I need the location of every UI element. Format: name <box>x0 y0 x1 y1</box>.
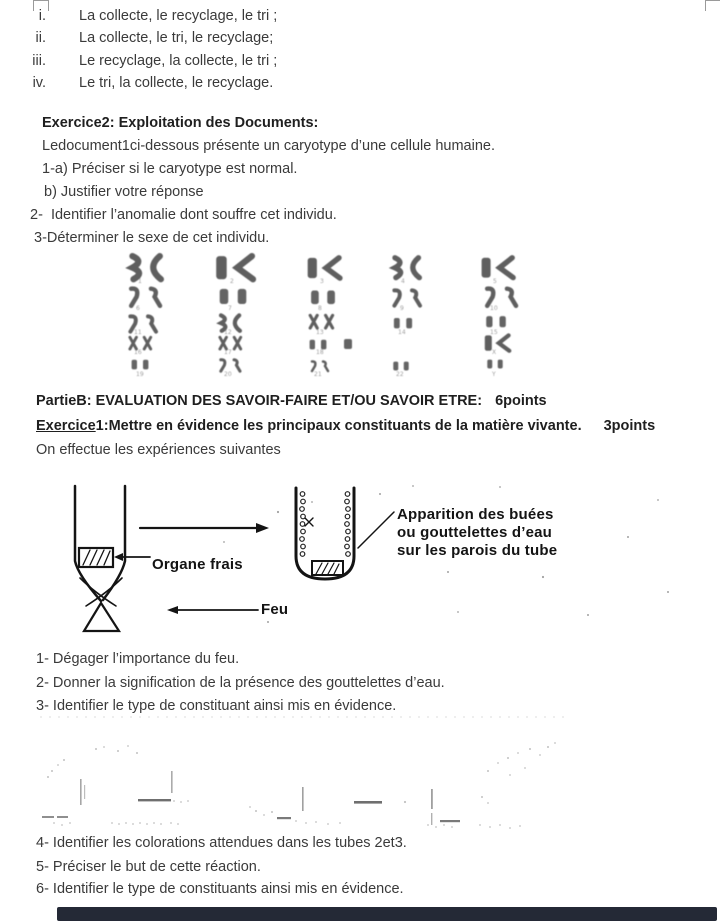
experiment-figure <box>28 482 692 637</box>
faint-specks <box>47 742 556 829</box>
question-1: 1- Dégager l’importance du feu. <box>36 651 240 667</box>
svg-text:14: 14 <box>398 329 406 336</box>
left-tube-wall <box>75 486 101 601</box>
svg-text:8: 8 <box>318 305 322 312</box>
exercice1-points: 3points <box>603 418 656 434</box>
svg-text:9: 9 <box>400 305 404 312</box>
svg-text:21: 21 <box>314 371 322 378</box>
top-right-corner-mark <box>705 0 720 11</box>
svg-text:3: 3 <box>320 278 324 285</box>
x-mark-icon <box>305 518 313 526</box>
list-item-iii <box>26 52 277 71</box>
svg-text:10: 10 <box>490 305 498 312</box>
exercice1-underlined: Exercice <box>36 418 96 434</box>
feu-arrowhead-icon <box>167 606 178 614</box>
svg-text:X: X <box>492 349 497 356</box>
annotation-pointer-line <box>358 512 394 548</box>
svg-text:17: 17 <box>224 349 232 356</box>
svg-text:18: 18 <box>316 349 324 356</box>
svg-text:13: 13 <box>316 329 324 336</box>
svg-text:22: 22 <box>396 371 404 378</box>
annotation-line-2: ou gouttelettes d’eau <box>397 524 553 541</box>
list-marker: iv. <box>32 75 46 91</box>
list-marker: ii. <box>35 30 46 46</box>
list-text: Le tri, la collecte, le recyclage. <box>79 75 274 91</box>
list-marker: iii. <box>32 53 46 69</box>
exercice2-intro: Ledocument1ci-dessous présente un caryotype d’une cellule humaine. <box>42 138 496 154</box>
bottom-dark-bar <box>57 907 717 921</box>
svg-text:15: 15 <box>490 329 498 336</box>
svg-text:11: 11 <box>134 329 142 336</box>
question-2: 2- Donner la signification de la présence des gouttelettes d’eau. <box>36 675 445 691</box>
svg-text:4: 4 <box>401 278 405 285</box>
annotation-line-3: sur les parois du tube <box>397 542 558 559</box>
exercice2-q3: 3-Déterminer le sexe de cet individu. <box>34 230 270 246</box>
list-marker: i. <box>38 8 46 24</box>
exercice1-intro: On effectue les expériences suivantes <box>36 442 281 458</box>
question-5: 5- Préciser le but de cette réaction. <box>36 859 261 875</box>
partieB-heading <box>36 392 547 411</box>
svg-text:1: 1 <box>138 278 142 285</box>
question-6: 6- Identifier le type de constituants ainsi mis en évidence. <box>36 881 404 897</box>
exercice2-q2: 2- Identifier l’anomalie dont souffre cet individu. <box>30 207 337 223</box>
exercice2-heading: Exercice2: Exploitation des Documents: <box>42 115 319 131</box>
faint-tubes-figure <box>40 713 680 833</box>
svg-text:6: 6 <box>136 305 140 312</box>
svg-text:Y: Y <box>492 371 496 378</box>
svg-text:20: 20 <box>224 371 232 378</box>
exercice1-rest: 1:Mettre en évidence les principaux constituants de la matière vivante. <box>95 418 582 434</box>
list-item-i <box>26 7 277 26</box>
list-item-iv <box>26 74 273 93</box>
question-3: 3- Identifier le type de constituant ainsi mis en évidence. <box>36 698 397 714</box>
list-text: La collecte, le recyclage, le tri ; <box>79 8 278 24</box>
svg-text:16: 16 <box>134 349 142 356</box>
annotation-line-1: Apparition des buées <box>397 506 554 523</box>
svg-text:2: 2 <box>230 278 234 285</box>
karyotype-figure <box>112 252 548 382</box>
feu-label: Feu <box>261 601 289 618</box>
svg-text:19: 19 <box>136 371 144 378</box>
exercice2-q1b: b) Justifier votre réponse <box>44 184 204 200</box>
partieB-points: 6points <box>495 393 547 409</box>
organe-arrowhead-icon <box>114 553 123 561</box>
exercice2-q1a: 1-a) Préciser si le caryotype est normal. <box>42 161 298 177</box>
svg-text:7: 7 <box>228 305 232 312</box>
list-item-ii <box>26 29 273 48</box>
chromosome-grid <box>130 256 516 378</box>
faint-lines <box>42 771 460 825</box>
organe-frais-label: Organe frais <box>152 556 243 573</box>
svg-text:12: 12 <box>224 329 232 336</box>
flame-triangle <box>84 603 119 631</box>
partieB-title: PartieB: EVALUATION DES SAVOIR-FAIRE ET/OU SAVOIR ETRE: <box>36 393 483 409</box>
list-text: La collecte, le tri, le recyclage; <box>79 30 274 46</box>
question-4: 4- Identifier les colorations attendues dans les tubes 2et3. <box>36 835 407 851</box>
exercice1-heading <box>36 417 655 436</box>
svg-text:5: 5 <box>493 278 497 285</box>
list-text: Le recyclage, la collecte, le tri ; <box>79 53 278 69</box>
